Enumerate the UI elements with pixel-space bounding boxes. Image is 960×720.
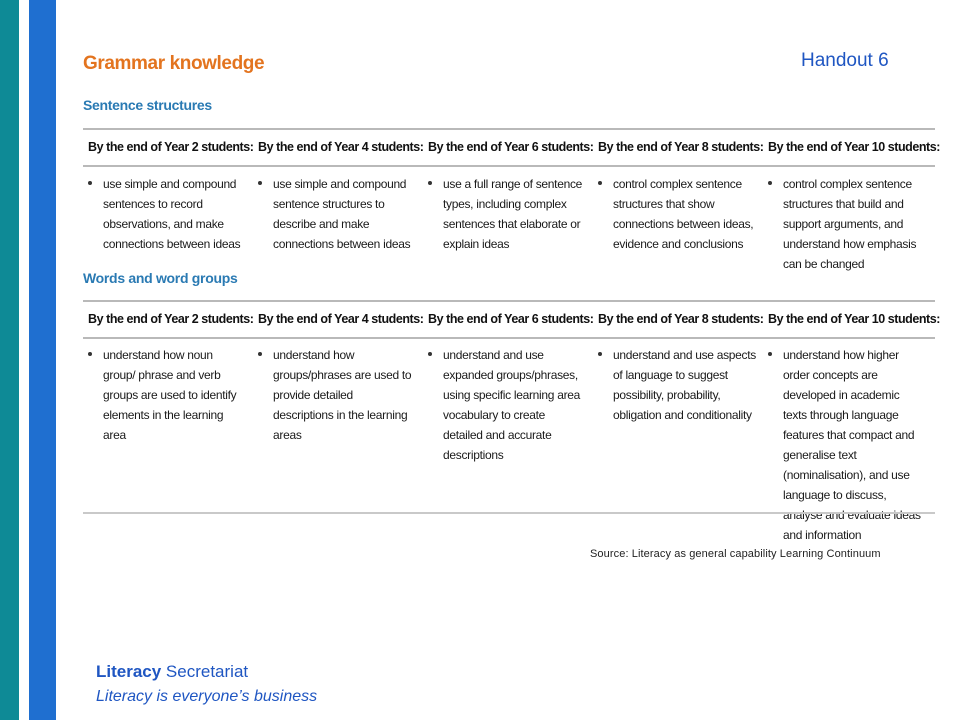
column-header-year-6: By the end of Year 6 students: <box>428 312 594 326</box>
table-cell <box>768 345 926 545</box>
section-heading-sentence-structures: Sentence structures <box>83 97 212 113</box>
cell-text: use simple and compound sentences to record observations, and make connections between ideas <box>103 177 241 251</box>
table-header-row <box>83 300 940 339</box>
bullet-icon <box>258 352 262 356</box>
cell-text: understand how groups/phrases are used to provide detailed descriptions in the learning areas <box>273 348 412 442</box>
cell-text: control complex sentence structures that show connections between ideas, evidence and conclusions <box>613 177 754 251</box>
table-cell <box>598 345 756 425</box>
bullet-icon <box>258 181 262 185</box>
table-header-row <box>83 128 940 167</box>
table-cell <box>258 345 416 445</box>
column-header-year-4: By the end of Year 4 students: <box>258 140 424 154</box>
cell-text: understand and use expanded groups/phrases, using specific learning area vocabulary to create detailed and accurate descriptions <box>443 348 581 462</box>
bullet-icon <box>88 181 92 185</box>
table-bottom-rule <box>83 512 935 514</box>
section-heading-words-and-word-groups: Words and word groups <box>83 270 238 286</box>
column-header-year-8: By the end of Year 8 students: <box>598 312 764 326</box>
table-cell <box>428 345 586 465</box>
bullet-icon <box>768 352 772 356</box>
footer-title-bold: Literacy <box>96 662 162 681</box>
cell-text: understand and use aspects of language to suggest possibility, probability, obligation and conditionality <box>613 348 756 422</box>
footer-organisation-name <box>96 662 248 682</box>
cell-text: understand how higher order concepts are developed in academic texts through language features that compact and generalise text (nominalisation), and use language to discuss, analyse and evaluate ideas and information <box>783 348 921 542</box>
document-title: Grammar knowledge <box>83 53 265 74</box>
left-teal-stripe <box>0 0 19 720</box>
table-cell <box>88 174 246 254</box>
column-header-year-10: By the end of Year 10 students: <box>768 140 940 154</box>
column-header-year-10: By the end of Year 10 students: <box>768 312 940 326</box>
cell-text: understand how noun group/ phrase and verb groups are used to identify elements in the learning area <box>103 348 237 442</box>
column-header-year-2: By the end of Year 2 students: <box>88 140 254 154</box>
bullet-icon <box>768 181 772 185</box>
cell-text: control complex sentence structures that build and support arguments, and understand how emphasis can be changed <box>783 177 917 271</box>
bullet-icon <box>598 181 602 185</box>
bullet-icon <box>428 352 432 356</box>
column-header-year-6: By the end of Year 6 students: <box>428 140 594 154</box>
cell-text: use a full range of sentence types, including complex sentences that elaborate or explain ideas <box>443 177 583 251</box>
table-cell <box>258 174 416 254</box>
source-citation: Source: Literacy as general capability Learning Continuum <box>590 548 881 560</box>
handout-label: Handout 6 <box>801 50 889 71</box>
bullet-icon <box>88 352 92 356</box>
table-cell <box>428 174 586 254</box>
footer-tagline: Literacy is everyone’s business <box>96 688 318 705</box>
table-cell <box>598 174 756 254</box>
footer-title-rest: Secretariat <box>161 662 249 681</box>
left-blue-stripe <box>29 0 56 720</box>
column-header-year-2: By the end of Year 2 students: <box>88 312 254 326</box>
bullet-icon <box>428 181 432 185</box>
cell-text: use simple and compound sentence structures to describe and make connections between ideas <box>273 177 411 251</box>
bullet-icon <box>598 352 602 356</box>
column-header-year-4: By the end of Year 4 students: <box>258 312 424 326</box>
table-cell <box>768 174 926 274</box>
column-header-year-8: By the end of Year 8 students: <box>598 140 764 154</box>
table-cell <box>88 345 246 445</box>
